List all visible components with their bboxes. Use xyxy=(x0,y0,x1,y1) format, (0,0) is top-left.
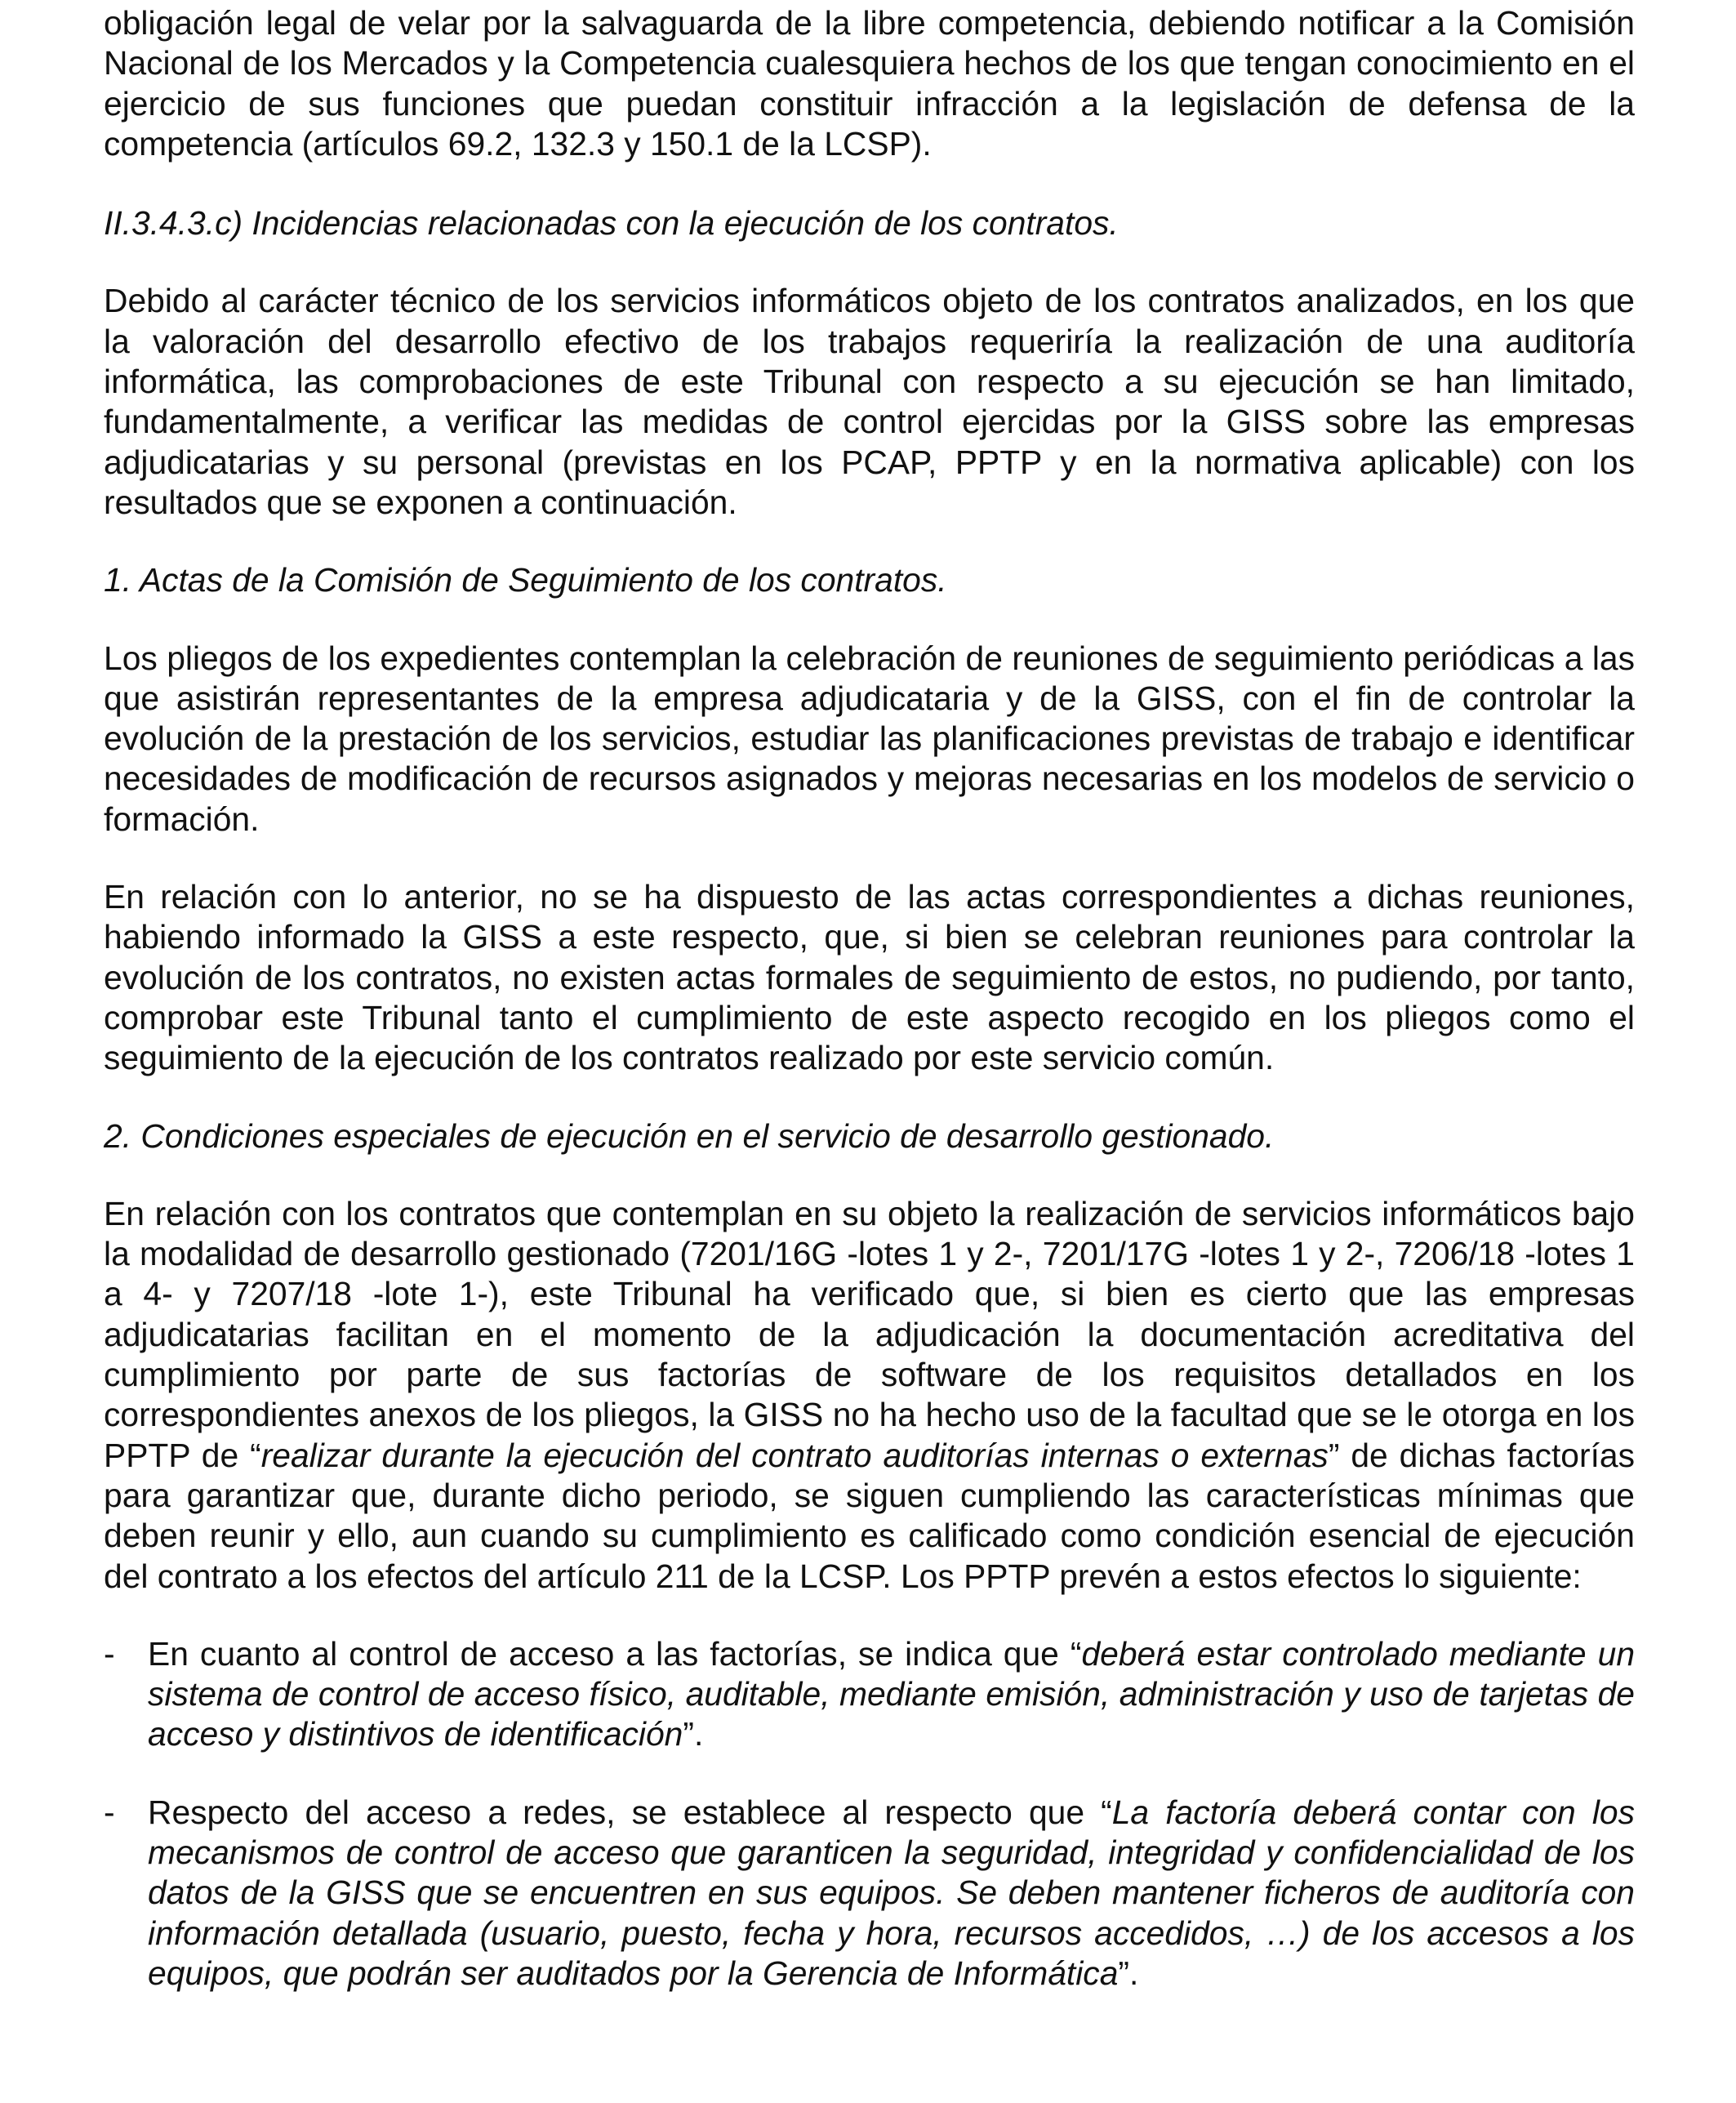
bullet-intro: Respecto del acceso a redes, se establece al respecto que “ xyxy=(148,1793,1112,1831)
bullet-quote: deberá estar controlado mediante un sistema de control de acceso físico, auditable, mediante emisión, administración y uso de tarjetas de acceso y distintivos de identificación xyxy=(148,1634,1636,1753)
bullet-quote: La factoría deberá contar con los mecanismos de control de acceso que garanticen la seguridad, integridad y confidencialidad de los datos de la GISS que se encuentren en sus equipos. Se deben mantener ficheros de auditoría con información detallada (usuario, puesto, fecha y hora, recursos accedidos, …) de los accesos a los equipos, que podrán ser auditados por la Gerencia de Informática xyxy=(148,1793,1635,1992)
quoted-text: realizar durante la ejecución del contrato auditorías internas o externas xyxy=(260,1436,1329,1474)
paragraph-text-part: En relación con los contratos que contemplan en su objeto la realización de servicios informáticos bajo la modalidad de desarrollo gestionado (7201/16G -lotes 1 y 2-, 7201/17G -lotes 1 y 2-, 7206/18 -lotes 1 a 4- y 7207/18 -lote 1-), este Tribunal ha verificado que, si bien es cierto que las empresas adjudicatarias facilitan en el momento de la adjudicación la documentación acreditativa del cumplimiento por parte de sus factorías de software de los requisitos detallados en los correspondientes anexos de los pliegos, la GISS no ha hecho uso de la facultad que se le otorga en los PPTP de “ xyxy=(104,1194,1635,1474)
bullet-dash: - xyxy=(104,1634,115,1673)
paragraph-caracter-tecnico: Debido al carácter técnico de los servicios informáticos objeto de los contratos analizados, en los que la valoración del desarrollo efectivo de los trabajos requeriría la realización de una auditoría informática, las comprobaciones de este Tribunal con respecto a su ejecución se han limitado, fundamentalmente, a verificar las medidas de control ejercidas por la GISS sobre las empresas adjudicatarias y su personal (previstas en los PCAP, PPTP y en la normativa aplicable) con los resultados que se exponen a continuación. xyxy=(104,282,1635,521)
bullet-intro: En cuanto al control de acceso a las factorías, se indica que “ xyxy=(148,1634,1082,1673)
paragraph-competencia: obligación legal de velar por la salvaguarda de la libre competencia, debiendo notificar a la Comisión Nacional de los Mercados y la Competencia cualesquiera hechos de los que tengan conocimiento en el ejercicio de sus funciones que puedan constituir infracción a la legislación de defensa de la competencia (artículos 69.2, 132.3 y 150.1 de la LCSP). xyxy=(104,4,1635,163)
bullet-dash: - xyxy=(104,1793,115,1831)
paragraph-text-part: ” de dichas factorías para garantizar que, durante dicho periodo, se siguen cumpliendo las características mínimas que deben reunir y ello, aun cuando su cumplimiento es calificado como condición esencial de ejecución del contrato a los efectos del artículo 211 de la LCSP. Los PPTP prevén a estos efectos lo siguiente: xyxy=(104,1436,1636,1595)
section-heading-incidencias: II.3.4.3.c) Incidencias relacionadas con la ejecución de los contratos. xyxy=(104,204,1119,243)
bullet-text xyxy=(148,1793,1635,1994)
bullet-item-control-acceso xyxy=(104,1634,1635,1755)
subheading-condiciones-especiales: 2. Condiciones especiales de ejecución en el servicio de desarrollo gestionado. xyxy=(104,1116,1275,1155)
subheading-actas-comision: 1. Actas de la Comisión de Seguimiento de los contratos. xyxy=(104,561,947,599)
bullet-end: ”. xyxy=(683,1715,704,1753)
document-page xyxy=(104,3,1635,2031)
paragraph-pliegos-reuniones: Los pliegos de los expedientes contemplan la celebración de reuniones de seguimiento periódicas a las que asistirán representantes de la empresa adjudicataria y de la GISS, con el fin de controlar la evolución de la prestación de los servicios, estudiar las planificaciones previstas de trabajo e identificar necesidades de modificación de recursos asignados y mejoras necesarias en los modelos de servicio o formación. xyxy=(104,639,1635,838)
paragraph-desarrollo-gestionado xyxy=(104,1194,1635,1597)
bullet-item-acceso-redes xyxy=(104,1793,1635,1994)
paragraph-actas-no-dispuestas: En relación con lo anterior, no se ha dispuesto de las actas correspondientes a dichas reuniones, habiendo informado la GISS a este respecto, que, si bien se celebran reuniones para controlar la evolución de los contratos, no existen actas formales de seguimiento de estos, no pudiendo, por tanto, comprobar este Tribunal tanto el cumplimiento de este aspecto recogido en los pliegos como el seguimiento de la ejecución de los contratos realizado por este servicio común. xyxy=(104,878,1635,1077)
bullet-end: ”. xyxy=(1118,1954,1139,1992)
bullet-text xyxy=(148,1634,1635,1755)
